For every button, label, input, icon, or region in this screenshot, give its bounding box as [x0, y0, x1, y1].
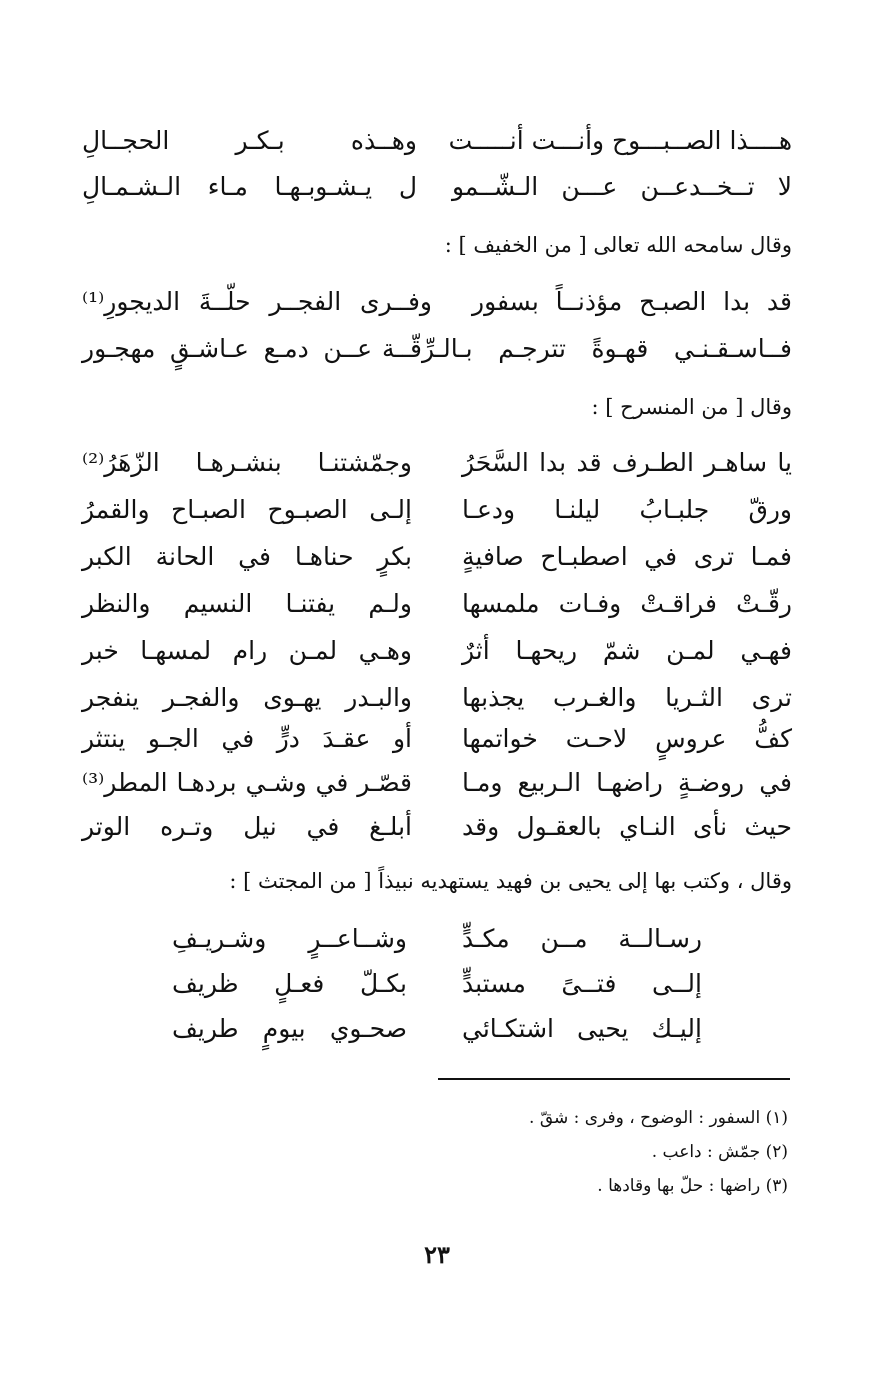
verse-first-half: يا ساهـر الطـرف قد بدا السَّحَرُ	[462, 448, 792, 477]
verse-first-half: فمـا ترى في اصطبـاح صافيةٍ	[462, 542, 792, 571]
footnote: (١) السفور : الوضوح ، وفرى : شقّ .	[529, 1108, 788, 1128]
footnote: (٢) جمّش : داعب .	[651, 1142, 788, 1162]
verse-second-half: إلـى الصبـوح الصبـاح والقمرُ	[82, 495, 412, 524]
verse-second-half: بكـلّ فعـلٍ ظريف	[172, 969, 407, 998]
verse-second-half: صحـوي بيومٍ طريف	[172, 1014, 407, 1043]
footnote-divider	[438, 1078, 790, 1080]
poem-intro: وقال ، وكتب بها إلى يحيى بن فهيد يستهديه نبيذاً [ من المجتث ] :	[229, 869, 792, 893]
verse-second-half: وشــاعــرٍ وشـريـفِ	[172, 924, 407, 953]
verse-first-half: إلــى فتــىً مستبدٍّ	[462, 969, 702, 998]
verse-second-half: بكرٍ حناهـا في الحانة الكبر	[82, 542, 412, 571]
poem-intro: وقال سامحه الله تعالى [ من الخفيف ] :	[444, 233, 792, 257]
verse-second-half: أو عقـدَ درٍّ في الجـو ينتثر	[82, 724, 412, 753]
verse-second-half: ولـم يفتنـا النسيم والنظر	[82, 589, 412, 618]
verse-first-half: رسـالــة مــن مكـدٍّ	[462, 924, 702, 953]
verse-second-half: أبلـغ في نيل وتـره الوتر	[82, 812, 412, 841]
poem-intro: وقال [ من المنسرح ] :	[591, 395, 792, 419]
verse-first-half: كفُّ عروسٍ لاحـت خواتمها	[462, 724, 792, 753]
verse-first-half: حيث نأى النـاي بالعقـول وقد	[462, 812, 792, 841]
verse-first-half: ورقّ جلبـابُ ليلنـا ودعـا	[462, 495, 792, 524]
verse-first-half: فــاسـقـنـي قهـوةً تترجـم بـالـرِّقّــة	[382, 334, 792, 363]
verse-first-half: في روضـةٍ راضهـا الـربيع ومـا	[462, 768, 792, 797]
verse-second-half: ل يـشـوبـهـا مـاء الـشـمـالِ	[82, 172, 417, 201]
verse-first-half: هــــذا الصــبـــوح وأنـــت أنـــــت	[448, 126, 792, 155]
verse-second-half: وهـي لمـن رام لمسهـا خبر	[82, 636, 412, 665]
verse-second-half: عــن دمـع عـاشـقٍ مهجـور	[82, 334, 372, 363]
verse-first-half: رقّـتْ فراقـتْ وفـات ملمسها	[462, 589, 792, 618]
verse-second-half: وفــرى الفجــر حلّــةَ الديجورِ⁽¹⁾	[82, 287, 432, 316]
footnote: (٣) راضها : حلّ بها وقادها .	[597, 1176, 788, 1196]
verse-first-half: لا تــخــدعــن عـــن الـشّــمو	[452, 172, 792, 201]
verse-first-half: قد بدا الصبـح مؤذنــاً بسفور	[472, 287, 792, 316]
verse-first-half: فهـي لمـن شمّ ريحهـا أثرٌ	[462, 636, 792, 665]
verse-second-half: وجمّشتنـا بنشـرهـا الزّهَرُ⁽²⁾	[82, 448, 412, 477]
verse-first-half: ترى الثـريا والغـرب يجذبها	[462, 683, 792, 712]
verse-second-half: وهــذه بـكـر الحجــالِ	[82, 126, 417, 155]
verse-first-half: إليـك يحيى اشتكـائي	[462, 1014, 702, 1043]
verse-second-half: والبـدر يهـوى والفجـر ينفجر	[82, 683, 412, 712]
page-number: ٢٣	[424, 1240, 450, 1269]
verse-second-half: قصّـر في وشـي بردهـا المطر⁽³⁾	[82, 768, 412, 797]
